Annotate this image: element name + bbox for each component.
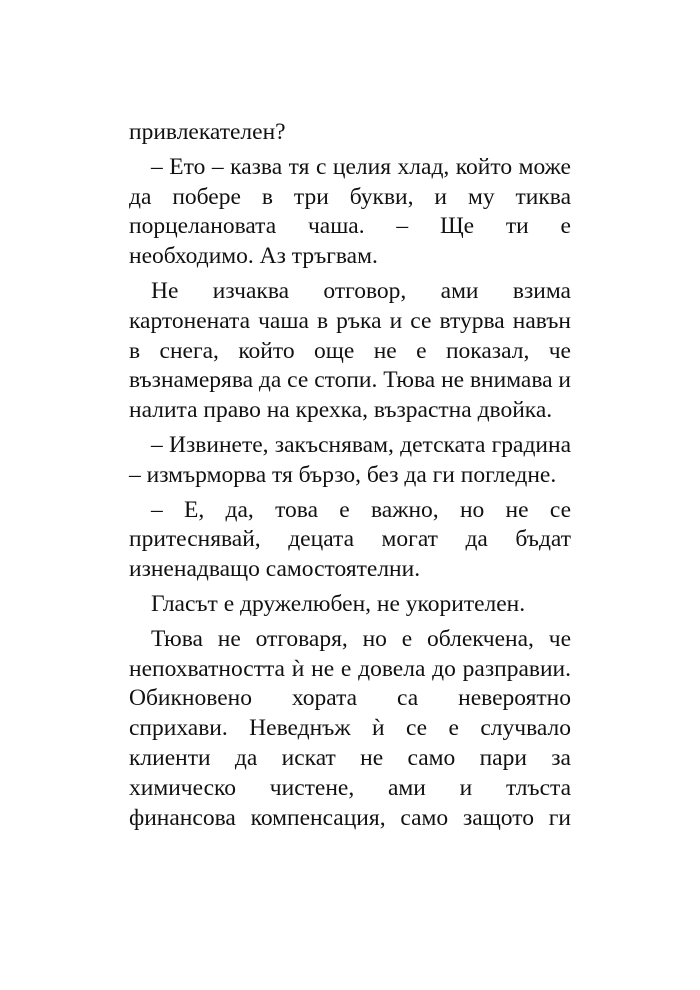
- paragraph-narrative-1: Не изчаква отговор, ами взима картонената чаша в ръка и се втурва навън в снега, който още не е показал, че възнамерява да се стопи. Тюва не внимава и налита право на крехка, възрастна двойка.: [129, 277, 572, 424]
- paragraph-continuation: привлекателен?: [129, 119, 286, 145]
- paragraph-narrative-3: Тюва не отговаря, но е облекчена, че непохватността ѝ не е довела до разправии. Обикновено хората са невероятно сприхави. Неведнъж ѝ се е случвало клиенти да искат не само пари за химическо чистене, ами и тлъста финансова компенсация, само защото ги: [129, 625, 571, 831]
- book-page: [129, 118, 571, 838]
- paragraph-dialogue-2: – Извинете, закъснявам, детската градина – измърморва тя бързо, без да ги погледне.: [129, 431, 571, 488]
- paragraph-dialogue-3: – Е, да, това е важно, но не се притеснявай, децата могат да бъдат изненадващо самостоятелни.: [129, 496, 571, 583]
- paragraph-narrative-2: Гласът е дружелюбен, не укорителен.: [151, 590, 526, 617]
- paragraph-dialogue-1: – Ето – казва тя с целия хлад, който може да побере в три букви, и му тиква порцелановата чаша. – Ще ти е необходимо. Аз тръгвам.: [129, 153, 571, 270]
